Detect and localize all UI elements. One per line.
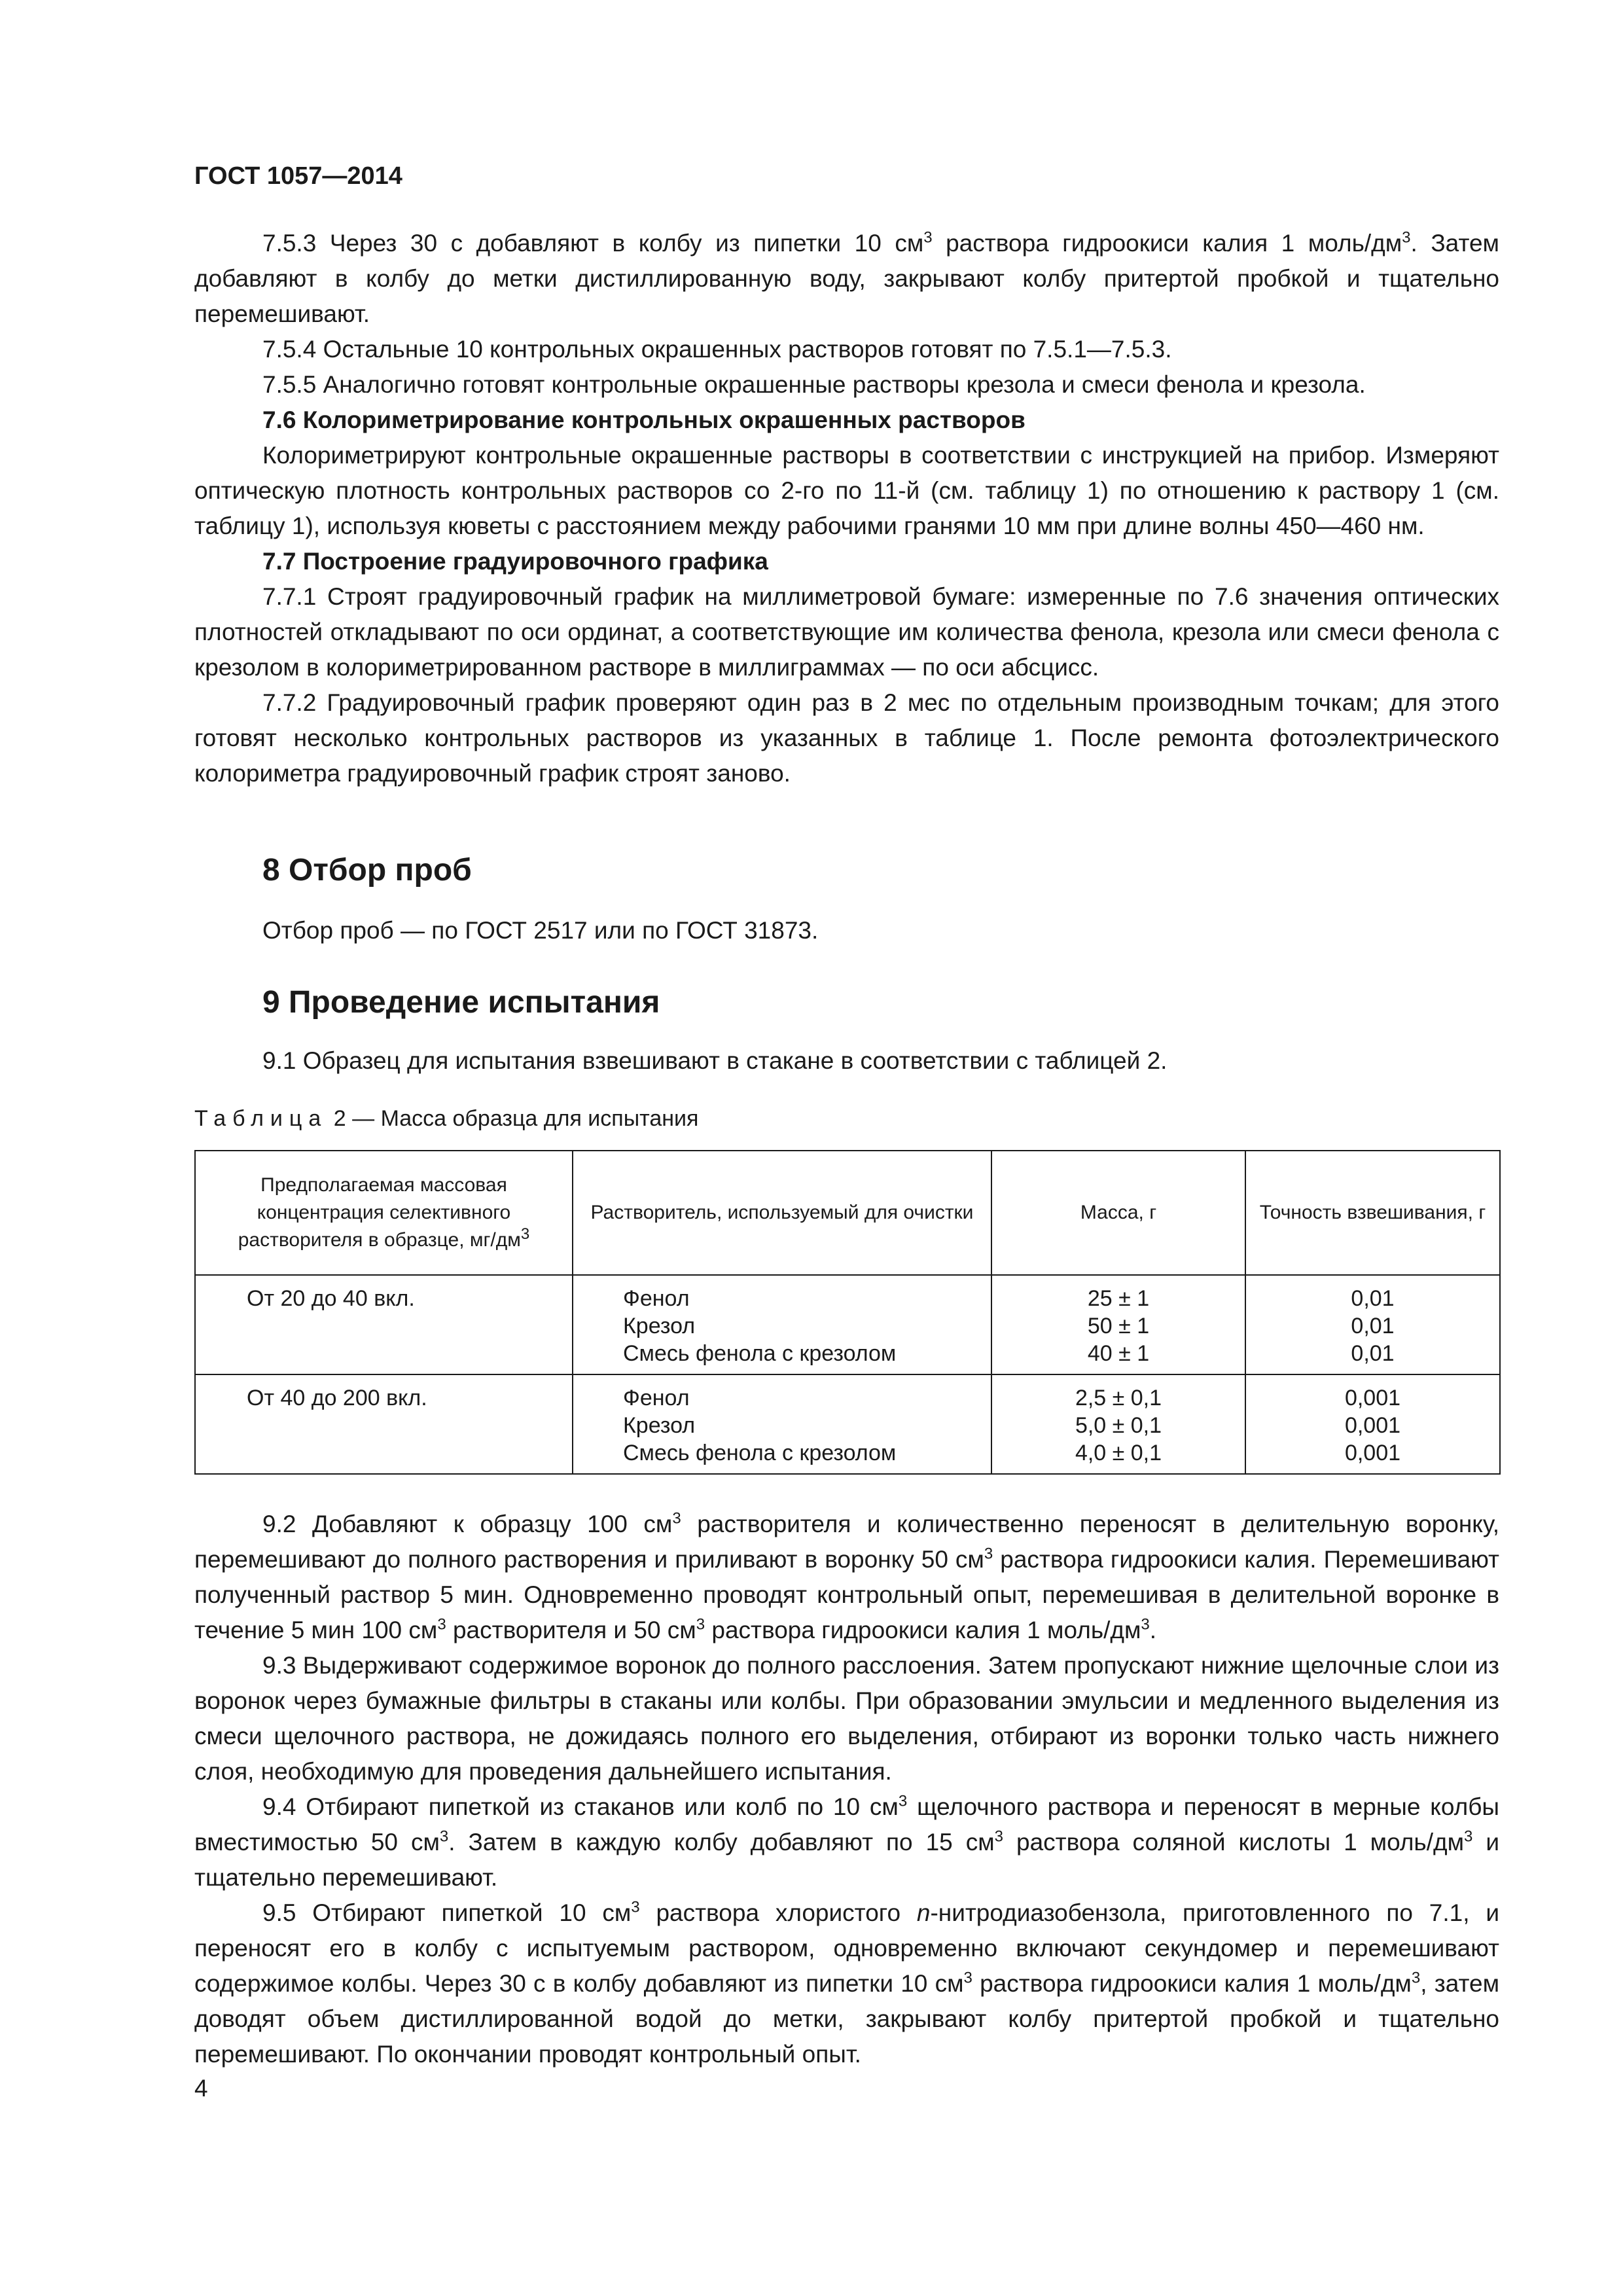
table-row [195,1275,1500,1374]
paragraph-9-2: 9.2 Добавляют к образцу 100 $см^3$ растворителя и количественно переносят в делительную воронку, перемешивают до полного растворения и приливают в воронку 50 $см^3$ раствора гидроокиси калия. Перемешивают полученный раствор 5 мин. Одновременно проводят контрольный опыт, перемешивая в делительной воронке в течение 5 мин 100 $см^3$ растворителя и 50 $см^3$ раствора гидроокиси калия 1 моль/$дм^3$. [194,1509,1500,1643]
paragraph-7-5-5: 7.5.5 Аналогично готовят контрольные окрашенные растворы крезола и смеси фенола и крезола. [262,371,1366,398]
section-8-title: 8 Отбор проб [262,853,472,888]
page-number: 4 [194,2075,208,2102]
heading-7-7: 7.7 Построение градуировочного графика [262,548,768,575]
paragraph-7-7-2: 7.7.2 Градуировочный график проверяют один раз в 2 мес по отдельным производным точкам; для этого готовят несколько контрольных растворов из указанных в таблице 1. После ремонта фотоэлектрического колориметра градуировочный график строят заново. [194,689,1499,787]
section-9-title: 9 Проведение испытания [262,985,660,1020]
paragraph-9-5: 9.5 Отбирают пипеткой 10 $см^3$ раствора хлористого n-нитродиазобензола, приготовленного по 7.1, и переносят его в колбу с испытуемым раствором, одновременно включают секундомер и перемешивают содержимое колбы. Через 30 с в колбу добавляют из пипетки 10 $см^3$ раствора гидроокиси калия 1 моль/$дм^3$, затем доводят объем дистиллированной водой до метки, закрывают колбу притертой пробкой и тщательно перемешивают. По окончании проводят контрольный опыт. [194,1898,1500,2068]
section-7-continued [194,226,1499,791]
col-header-mass: Масса, г [991,1151,1245,1275]
paragraph-9-4: 9.4 Отбирают пипеткой из стаканов или колб по 10 $см^3$ щелочного раствора и переносят в мерные колбы вместимостью 50 $см^3$. Затем в каждую колбу добавляют по 15 $см^3$ раствора соляной кислоты 1 моль/$дм^3$ и тщательно перемешивают. [194,1792,1500,1891]
cell-range: От 40 до 200 вкл. [195,1374,573,1474]
cell-solvents: Фенол Крезол Смесь фенола с крезолом [573,1275,991,1374]
section-8 [194,851,1499,890]
table-2-caption [194,1106,698,1132]
cell-precision: 0,001 0,001 0,001 [1245,1374,1500,1474]
cell-mass: 25 ± 1 50 ± 1 40 ± 1 [991,1275,1245,1374]
paragraph-9-1: 9.1 Образец для испытания взвешивают в стакане в соответствии с таблицей 2. [262,1047,1168,1074]
cell-solvents: Фенол Крезол Смесь фенола с крезолом [573,1374,991,1474]
table-header-row [195,1151,1500,1275]
col-header-solvent: Растворитель, используемый для очистки [573,1151,991,1275]
section-9-intro [194,1043,1499,1079]
paragraph-7-5-3: 7.5.3 Через 30 с добавляют в колбу из пипетки 10 $см^3$ раствора гидроокиси калия 1 моль/$дм^3$. Затем добавляют в колбу до метки дистиллированную воду, закрывают колбу притертой пробкой и тщательно перемешивают. [194,228,1499,327]
section-9 [194,983,1499,1022]
table-2 [194,1150,1501,1475]
paragraph-9-3: 9.3 Выдерживают содержимое воронок до полного расслоения. Затем пропускают нижние щелочные слои из воронок через бумажные фильтры в стаканы или колбы. При образовании эмульсии и медленного выделения из смеси щелочного раствора, не дожидаясь полного его выделения, отбирают из воронки только часть нижнего слоя, необходимую для проведения дальнейшего испытания. [194,1652,1499,1785]
table-row [195,1374,1500,1474]
paragraph-7-6: Колориметрируют контрольные окрашенные растворы в соответствии с инструкцией на прибор. Измеряют оптическую плотность контрольных растворов со 2-го по 11-й (см. таблицу 1) по отношению к раствору 1 (см. таблицу 1), используя кюветы с расстоянием между рабочими гранями 10 мм при длине волны 450—460 нм. [194,442,1499,539]
section-9-continued [194,1507,1499,2072]
paragraph-8: Отбор проб — по ГОСТ 2517 или по ГОСТ 31873. [262,917,819,944]
cell-mass: 2,5 ± 0,1 5,0 ± 0,1 4,0 ± 0,1 [991,1374,1245,1474]
section-8-body [194,913,1499,948]
paragraph-7-5-4: 7.5.4 Остальные 10 контрольных окрашенных растворов готовят по 7.5.1—7.5.3. [262,336,1172,363]
cell-range: От 20 до 40 вкл. [195,1275,573,1374]
col-header-concentration: Предполагаемая массовая концентрация селективного растворителя в образце, $мг/дм^3$ [195,1151,573,1275]
paragraph-7-7-1: 7.7.1 Строят градуировочный график на миллиметровой бумаге: измеренные по 7.6 значения оптических плотностей откладывают по оси ординат, а соответствующие им количества фенола, крезола или смеси фенола с крезолом в колориметрированном растворе в миллиграммах — по оси абсцисс. [194,583,1499,681]
document-header: ГОСТ 1057—2014 [194,162,402,190]
col-header-precision: Точность взвешивания, г [1245,1151,1500,1275]
table-caption-title: 2 — Масса образца для испытания [333,1106,699,1131]
heading-7-6: 7.6 Колориметрирование контрольных окрашенных растворов [262,406,1026,433]
cell-precision: 0,01 0,01 0,01 [1245,1275,1500,1374]
table-caption-word: Таблица [194,1106,328,1131]
